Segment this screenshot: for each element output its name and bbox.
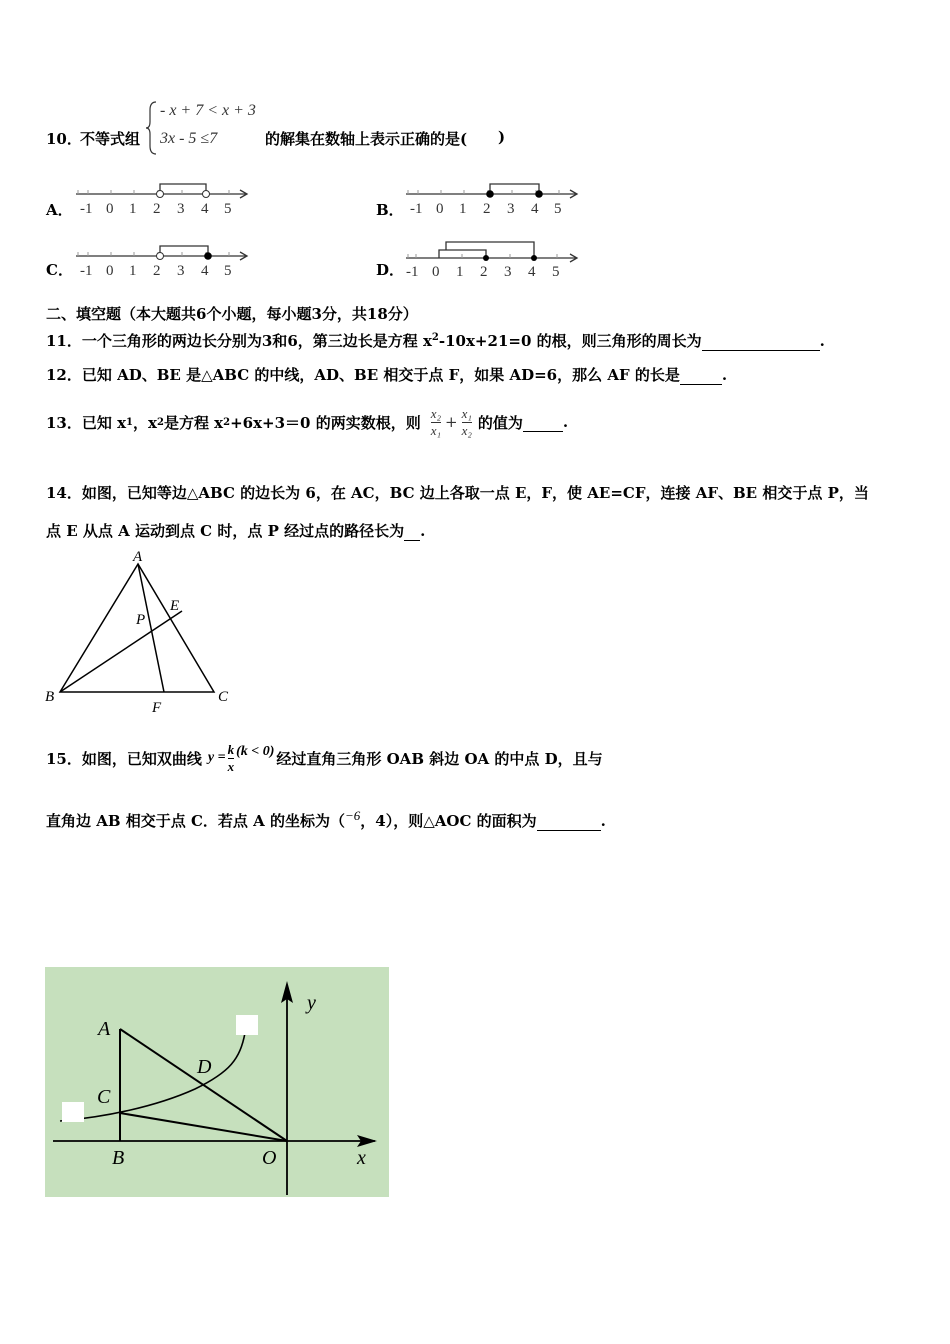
label-a: A <box>98 1018 111 1040</box>
frac-num: x₂ <box>430 405 441 421</box>
q14-triangle-figure <box>40 546 240 716</box>
q13-mid2: 是方程 x <box>163 413 224 432</box>
label-x: x <box>357 1147 366 1169</box>
q10-brace <box>146 100 158 156</box>
q10-lead: 不等式组 <box>80 130 141 148</box>
label-c: C <box>218 689 229 705</box>
q11-post: -10x+21=0 的根，则三角形的周长为 <box>438 332 702 350</box>
q13-pre: 13．已知 x <box>46 413 127 432</box>
solution-bracket <box>490 184 539 194</box>
q11-pre: 11．一个三角形的两边长分别为3和6，第三边长是方程 x <box>46 332 432 350</box>
q15-line1 <box>46 738 603 778</box>
label-f: F <box>152 700 162 716</box>
frac-den: x₂ <box>461 422 472 438</box>
mask-box-left <box>62 1102 84 1122</box>
tick-label: 3 <box>177 263 185 279</box>
tick-label: 5 <box>224 201 232 217</box>
number-line-c <box>72 242 252 282</box>
label-d: D <box>197 1056 212 1078</box>
triangle-abc <box>60 564 214 692</box>
label-c: C <box>97 1086 111 1108</box>
q15-formula-fraction <box>228 742 235 775</box>
q15-hyperbola-figure <box>45 967 389 1197</box>
q10-inequality-2: 3x - 5 ≤7 <box>160 130 218 147</box>
q11-text <box>46 330 825 351</box>
label-b: B <box>112 1147 125 1169</box>
tick-labels <box>80 263 232 279</box>
q12-end: . <box>721 366 728 384</box>
closed-point-2 <box>483 255 489 261</box>
q13-post: 的值为 <box>477 413 523 432</box>
closed-point-2 <box>486 190 494 198</box>
q15-pre: 15．如图，已知双曲线 <box>46 749 202 768</box>
q15-end: . <box>600 812 606 830</box>
q14-line2 <box>46 520 425 541</box>
option-d-label: D． <box>376 261 405 279</box>
section-heading: 二、填空题（本大题共6个小题，每小题3分，共18分） <box>46 305 418 323</box>
frac-den: x <box>227 758 235 774</box>
tick-label: 5 <box>554 201 562 217</box>
tick-label: 4 <box>531 201 539 217</box>
frac-den: x₁ <box>430 422 441 438</box>
q15-formula-y: y = <box>207 750 226 765</box>
q15-post: 经过直角三角形 OAB 斜边 OA 的中点 D，且与 <box>276 749 603 768</box>
q10-number: 10． <box>46 130 82 148</box>
q14-answer-blank[interactable] <box>404 522 420 541</box>
mask-box-top <box>236 1015 258 1035</box>
tick-label: 4 <box>528 264 536 280</box>
q15-line2-pre: 直角边 AB 相交于点 C．若点 A 的坐标为（ <box>46 812 346 830</box>
number-line-a <box>72 180 252 220</box>
q15-line2 <box>46 810 606 831</box>
tick-label: 1 <box>456 264 464 280</box>
q12-text <box>46 364 727 385</box>
tick-labels <box>406 264 560 280</box>
tick-label: 2 <box>153 201 161 217</box>
solution-bracket <box>160 184 206 194</box>
solution-bracket <box>160 246 208 256</box>
q10-inequality-1: - x + 7 < x + 3 <box>160 102 256 119</box>
number-line-b <box>402 180 582 220</box>
option-c-label: C． <box>46 261 73 279</box>
tick-label: 2 <box>153 263 161 279</box>
tick-label: 3 <box>504 264 512 280</box>
frac-num: k <box>227 741 235 757</box>
q15-line2-mid: ，4），则△AOC 的面积为 <box>360 812 537 830</box>
segment-af <box>138 564 164 692</box>
tick-label: 5 <box>224 263 232 279</box>
closed-point-4 <box>535 190 543 198</box>
open-point-4 <box>203 191 210 198</box>
tick-label: -1 <box>410 201 423 217</box>
label-a: A <box>133 549 143 565</box>
q12-body: 12．已知 AD、BE 是△ABC 的中线，AD、BE 相交于点 F，如果 AD=6，那么 AF 的长是 <box>46 366 680 384</box>
tick-label: 5 <box>552 264 560 280</box>
q15-formula-condition: (k < 0) <box>236 744 275 759</box>
tick-label: 4 <box>201 263 209 279</box>
tick-label: -1 <box>80 263 93 279</box>
tick-label: 3 <box>507 201 515 217</box>
label-o: O <box>262 1147 277 1169</box>
tick-label: 4 <box>201 201 209 217</box>
q12-answer-blank[interactable] <box>680 366 722 385</box>
q14-line2-text: 点 E 从点 A 运动到点 C 时，点 P 经过点的路径长为 <box>46 522 405 540</box>
tick-label: 0 <box>106 263 114 279</box>
tick-label: 0 <box>436 201 444 217</box>
tick-label: 1 <box>459 201 467 217</box>
tick-label: 3 <box>177 201 185 217</box>
q14-line1: 14．如图，已知等边△ABC 的边长为 6，在 AC，BC 边上各取一点 E，F，使 AE=CF，连接 AF、BE 相交于点 P，当 <box>46 484 869 502</box>
tick-label: 2 <box>480 264 488 280</box>
q13-mid3: +6x+3＝0 的两实数根，则 <box>230 413 421 432</box>
q13-mid1: ，x <box>133 413 157 432</box>
q15-answer-blank[interactable] <box>537 812 601 831</box>
open-point-2 <box>157 253 164 260</box>
label-y: y <box>307 992 316 1014</box>
label-p: P <box>136 612 146 628</box>
q13-fraction-1 <box>431 406 441 439</box>
q13-sub2: 2 <box>156 416 164 428</box>
q13-text <box>46 398 568 446</box>
tick-label: -1 <box>406 264 419 280</box>
q13-end: . <box>562 413 569 431</box>
label-b: B <box>45 689 55 705</box>
option-b-label: B． <box>376 201 404 219</box>
tick-label: 1 <box>129 201 137 217</box>
closed-point-4 <box>204 252 212 260</box>
tick-labels <box>80 201 232 217</box>
q13-sub1: 1 <box>126 416 134 428</box>
q10-close: ) <box>498 128 506 146</box>
tick-label: 1 <box>129 263 137 279</box>
number-line-d <box>402 236 582 282</box>
figure-background <box>45 967 389 1197</box>
q11-answer-blank[interactable] <box>702 332 820 351</box>
tick-label: 0 <box>432 264 440 280</box>
tick-label: 2 <box>483 201 491 217</box>
tick-label: -1 <box>80 201 93 217</box>
q14-end: . <box>420 522 426 540</box>
label-e: E <box>170 598 180 614</box>
open-point-2 <box>157 191 164 198</box>
segment-be <box>60 611 182 692</box>
frac-num: x₁ <box>461 405 472 421</box>
q13-fraction-2 <box>462 406 472 439</box>
closed-point-4 <box>531 255 537 261</box>
q11-end: . <box>819 332 825 350</box>
q10-tail: 的解集在数轴上表示正确的是( <box>265 130 468 148</box>
q13-plus: + <box>445 413 458 431</box>
q13-answer-blank[interactable] <box>523 413 563 432</box>
option-a-label: A． <box>46 201 73 219</box>
tick-labels <box>410 201 562 217</box>
tick-label: 0 <box>106 201 114 217</box>
q13-sup: 2 <box>223 416 231 428</box>
q15-coord-x: −6 <box>345 808 361 823</box>
q11-sup: 2 <box>431 332 439 343</box>
